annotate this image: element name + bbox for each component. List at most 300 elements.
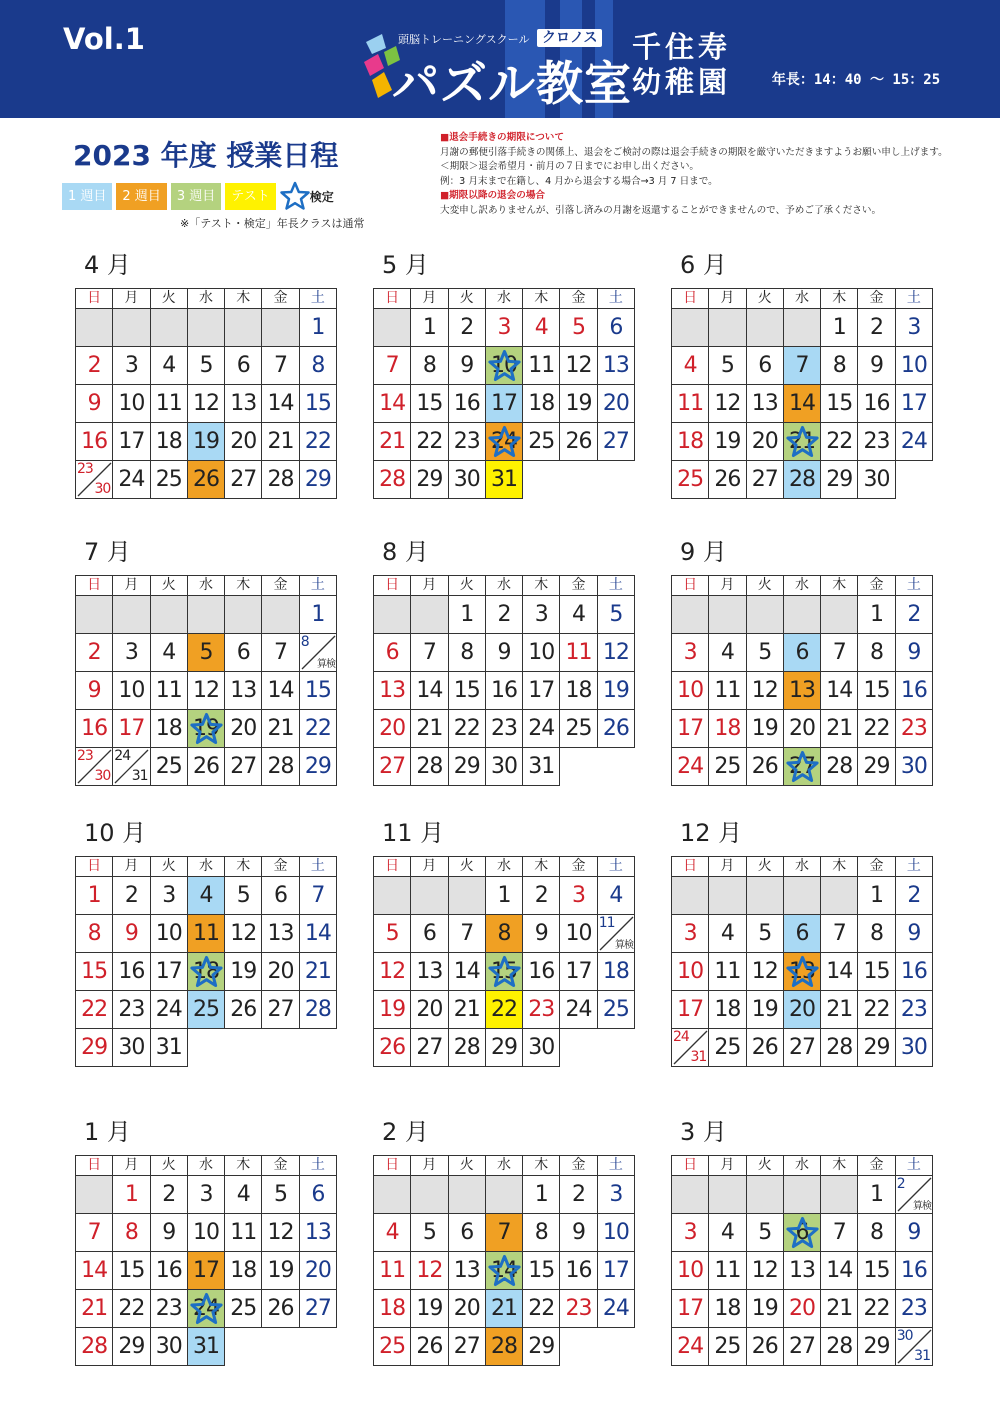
day-number: 29 [528,1334,555,1359]
notice-line-1: 月謝の郵便引落手続きの関係上、退会をご検討の際は退会手続きの期限を厳守いただきますようお願い申し上げます。 [440,146,948,158]
day-cell [746,672,783,710]
day-cell [374,915,411,953]
day-number: 27 [230,754,257,779]
day-cell [225,1214,262,1252]
weekday-header: 木 [821,1156,858,1176]
week-row [672,1252,933,1290]
day-cell [597,423,634,461]
day-number: 16 [453,391,480,416]
day-cell [485,748,522,786]
blank-cell [262,1328,299,1366]
day-cell [783,915,820,953]
day-number: 22 [863,997,890,1022]
empty-cell [709,877,746,915]
day-number: 4 [609,883,623,908]
weekday-header: 金 [858,289,895,309]
weekday-header: 金 [560,576,597,596]
weekday-header: 月 [411,576,448,596]
day-cell [299,748,336,786]
day-number: 20 [788,716,815,741]
day-cell [783,1328,820,1366]
weekday-header: 日 [374,576,411,596]
day-number: 7 [311,883,325,908]
day-cell [411,634,448,672]
day-cell [858,710,895,748]
month-label: 12 月 [680,819,743,847]
day-number: 18 [714,1296,741,1321]
day-cell [76,1029,113,1067]
day-number: 2 [896,1176,905,1192]
day-cell [746,953,783,991]
day-cell [523,1214,560,1252]
week-row [672,877,933,915]
day-number: 7 [832,921,846,946]
weekday-header: 火 [448,857,485,877]
day-number: 21 [826,716,853,741]
day-cell [709,347,746,385]
month-calendar [75,1117,337,1366]
day-number: 20 [230,429,257,454]
month-label: 10 月 [84,819,147,847]
weekday-header: 月 [113,1156,150,1176]
day-cell [597,1176,634,1214]
day-cell [858,953,895,991]
day-number: 18 [602,959,629,984]
day-number: 16 [81,716,108,741]
day-cell [113,953,150,991]
day-cell [746,1290,783,1328]
week-row [76,385,337,423]
weekday-header: 月 [411,289,448,309]
day-number: 14 [826,1258,853,1283]
day-cell [448,1290,485,1328]
day-number: 13 [788,1258,815,1283]
day-cell [448,461,485,499]
month-label: 3 月 [680,1118,727,1146]
day-cell [225,953,262,991]
weekday-header: 水 [187,576,224,596]
day-cell [448,748,485,786]
day-cell [560,1290,597,1328]
day-number: 18 [714,997,741,1022]
day-cell [597,877,634,915]
empty-cell [821,596,858,634]
day-number: 3 [572,883,586,908]
day-cell [560,953,597,991]
day-cell [783,1029,820,1067]
day-cell [262,877,299,915]
month-table [671,575,933,786]
day-cell [746,710,783,748]
day-cell [374,991,411,1029]
day-number: 20 [788,997,815,1022]
weekday-header: 火 [746,289,783,309]
day-cell [150,347,187,385]
empty-cell [76,596,113,634]
day-cell [821,710,858,748]
month-label: 1 月 [84,1118,131,1146]
weekday-header: 土 [299,1156,336,1176]
day-number: 5 [758,640,772,665]
day-number: 24 [528,716,555,741]
day-number: 19 [602,678,629,703]
day-number: 28 [788,467,815,492]
day-cell [76,672,113,710]
day-cell [411,672,448,710]
day-cell [858,634,895,672]
day-number: 4 [572,602,586,627]
weekday-header: 月 [113,576,150,596]
week-row [76,461,337,499]
day-cell [225,1252,262,1290]
day-cell [597,1290,634,1328]
day-cell [672,461,709,499]
day-cell [858,1214,895,1252]
day-number: 15 [453,678,480,703]
day-cell [485,461,522,499]
day-number: 11 [379,1258,406,1283]
week-row [374,634,635,672]
day-cell [523,1176,560,1214]
day-cell [895,672,932,710]
blank-cell [299,1029,336,1067]
day-number: 14 [490,1258,517,1283]
day-cell [225,1176,262,1214]
day-cell [187,1176,224,1214]
empty-cell [225,309,262,347]
day-number: 18 [155,429,182,454]
week-row [76,748,337,786]
legend-kentei [280,181,334,211]
day-cell [411,915,448,953]
day-number: 8 [870,1220,884,1245]
weekday-header: 日 [374,857,411,877]
day-number: 4 [720,1220,734,1245]
day-cell [225,991,262,1029]
time-elementary-3: 小学生 3：17：00 〜 18：30 [741,229,941,246]
day-cell [709,991,746,1029]
day-number: 3 [497,315,511,340]
day-number: 12 [751,959,778,984]
month-calendar [671,250,933,499]
day-number: 9 [460,353,474,378]
day-number: 22 [304,429,331,454]
day-number: 19 [565,391,592,416]
day-number: 7 [832,640,846,665]
week-row [76,672,337,710]
day-cell [672,953,709,991]
day-number: 20 [416,997,443,1022]
day-number: 1 [311,315,325,340]
day-number: 1 [124,1182,138,1207]
day-cell [560,385,597,423]
weekday-header: 日 [76,289,113,309]
weekday-header: 金 [560,1156,597,1176]
day-cell [672,1290,709,1328]
day-number: 6 [236,353,250,378]
day-cell [299,385,336,423]
day-number: 25 [379,1334,406,1359]
day-number: 9 [162,1220,176,1245]
day-number: 1 [534,1182,548,1207]
day-number: 9 [87,678,101,703]
day-cell [299,634,336,672]
weekday-header: 水 [485,289,522,309]
day-cell [523,347,560,385]
day-number: 13 [267,921,294,946]
day-cell [597,596,634,634]
day-number: 7 [87,1220,101,1245]
day-number: 27 [788,1035,815,1060]
day-number: 13 [416,959,443,984]
weekday-header: 金 [262,576,299,596]
weekday-header: 木 [821,576,858,596]
day-cell [672,710,709,748]
day-cell [858,915,895,953]
weekday-header: 火 [746,576,783,596]
day-number: 17 [900,391,927,416]
day-number: 24 [192,1296,219,1321]
day-cell [709,1328,746,1366]
week-row [672,915,933,953]
day-number: 16 [900,1258,927,1283]
day-cell [821,385,858,423]
week-row [374,953,635,991]
day-number: 19 [751,716,778,741]
empty-cell [262,596,299,634]
day-cell [374,1214,411,1252]
day-number: 28 [826,754,853,779]
day-number: 21 [490,1296,517,1321]
day-number: 24 [677,1334,704,1359]
month-calendar [75,537,337,786]
blank-cell [597,748,634,786]
week-row [76,634,337,672]
weekday-header: 土 [597,857,634,877]
day-number: 25 [528,429,555,454]
venue-line-1: 千住寿 [632,30,732,64]
weekday-header: 月 [709,1156,746,1176]
day-number: 9 [497,640,511,665]
day-cell [225,1290,262,1328]
empty-cell [262,309,299,347]
brand-name: パズル教室 [392,57,632,112]
day-number: 10 [677,959,704,984]
day-cell [560,915,597,953]
day-cell [858,991,895,1029]
day-number: 2 [87,640,101,665]
day-cell [672,1029,709,1067]
day-cell [113,1176,150,1214]
weekday-header: 木 [225,576,262,596]
weekday-header: 火 [150,576,187,596]
day-number: 15 [118,1258,145,1283]
weekday-header: 木 [523,289,560,309]
day-number: 26 [751,754,778,779]
day-number: 30 [900,754,927,779]
day-number: 29 [863,754,890,779]
day-cell [709,915,746,953]
day-cell [225,347,262,385]
empty-cell [672,596,709,634]
week-row [374,672,635,710]
day-cell [783,347,820,385]
week-row [672,1328,933,1366]
day-cell [783,748,820,786]
day-cell [523,877,560,915]
day-number: 21 [788,429,815,454]
day-number: 10 [155,921,182,946]
week-row [374,423,635,461]
day-cell [746,423,783,461]
day-number: 18 [230,1258,257,1283]
day-number: 20 [751,429,778,454]
day-number: 4 [236,1182,250,1207]
month-calendar [75,250,337,499]
day-number: 18 [192,959,219,984]
month-table [75,1155,337,1366]
day-cell [187,347,224,385]
day-cell [485,672,522,710]
empty-cell [783,877,820,915]
day-number: 20 [379,716,406,741]
legend-test: テスト [225,183,275,210]
week-row [672,748,933,786]
day-cell [858,1176,895,1214]
empty-cell [76,309,113,347]
day-number: 22 [863,716,890,741]
day-number: 10 [900,353,927,378]
month-label: 8 月 [382,538,429,566]
day-cell [895,877,932,915]
day-cell [411,385,448,423]
week-row [672,991,933,1029]
day-number: 20 [788,1296,815,1321]
day-cell [858,461,895,499]
day-cell [225,634,262,672]
day-cell [187,1290,224,1328]
day-cell [187,1214,224,1252]
month-table [75,575,337,786]
legend-week1: 1 週目 [62,183,112,210]
day-number: 12 [416,1258,443,1283]
day-cell [150,915,187,953]
day-number: 3 [124,353,138,378]
day-cell [113,347,150,385]
day-number: 6 [609,315,623,340]
week-row [76,423,337,461]
day-cell [560,347,597,385]
day-cell [485,385,522,423]
day-number: 13 [304,1220,331,1245]
day-number: 14 [453,959,480,984]
empty-cell [746,1176,783,1214]
day-number: 20 [602,391,629,416]
empty-cell [150,309,187,347]
day-number: 11 [714,678,741,703]
day-number: 10 [192,1220,219,1245]
day-cell [411,461,448,499]
weekday-header: 水 [783,1156,820,1176]
day-cell [76,953,113,991]
day-cell [76,710,113,748]
day-cell [187,710,224,748]
day-number: 18 [714,716,741,741]
day-cell [411,309,448,347]
weekday-header: 月 [709,289,746,309]
day-number: 17 [677,997,704,1022]
weekday-header: 月 [709,857,746,877]
week-row [76,1252,337,1290]
day-number: 9 [124,921,138,946]
day-cell [187,991,224,1029]
day-cell [225,877,262,915]
day-cell [448,1029,485,1067]
day-number: 10 [490,353,517,378]
day-number: 17 [118,429,145,454]
day-number: 14 [379,391,406,416]
week-row [672,347,933,385]
week-row [672,423,933,461]
weekday-header: 水 [485,576,522,596]
day-cell [374,672,411,710]
day-number: 23 [900,1296,927,1321]
day-cell [113,1214,150,1252]
week-row [76,1328,337,1366]
brand-tag: クロノス [537,29,602,47]
day-number: 16 [900,959,927,984]
day-number: 20 [304,1258,331,1283]
day-number: 22 [528,1296,555,1321]
week-row [374,1029,635,1067]
day-number: 12 [192,678,219,703]
weekday-header: 金 [262,289,299,309]
day-number: 7 [385,353,399,378]
blank-cell [597,461,634,499]
day-number: 20 [230,716,257,741]
day-number: 2 [460,315,474,340]
weekday-header: 金 [858,576,895,596]
day-cell [783,991,820,1029]
week-row [374,596,635,634]
day-number: 11 [230,1220,257,1245]
day-cell [150,1290,187,1328]
empty-cell [225,596,262,634]
day-cell [858,347,895,385]
day-cell [597,385,634,423]
day-number: 31 [155,1035,182,1060]
day-cell [150,1029,187,1067]
day-cell [523,634,560,672]
day-cell [709,953,746,991]
day-cell [225,385,262,423]
day-number: 19 [230,959,257,984]
day-number: 22 [863,1296,890,1321]
day-number: 8 [311,353,325,378]
day-cell [187,461,224,499]
weekday-header: 火 [150,1156,187,1176]
day-cell [821,634,858,672]
day-cell [76,385,113,423]
day-number: 25 [602,997,629,1022]
day-cell [709,672,746,710]
day-cell [821,1214,858,1252]
day-number: 18 [677,429,704,454]
weekday-header: 土 [895,857,932,877]
day-number: 11 [155,391,182,416]
day-cell [485,596,522,634]
day-cell [374,423,411,461]
